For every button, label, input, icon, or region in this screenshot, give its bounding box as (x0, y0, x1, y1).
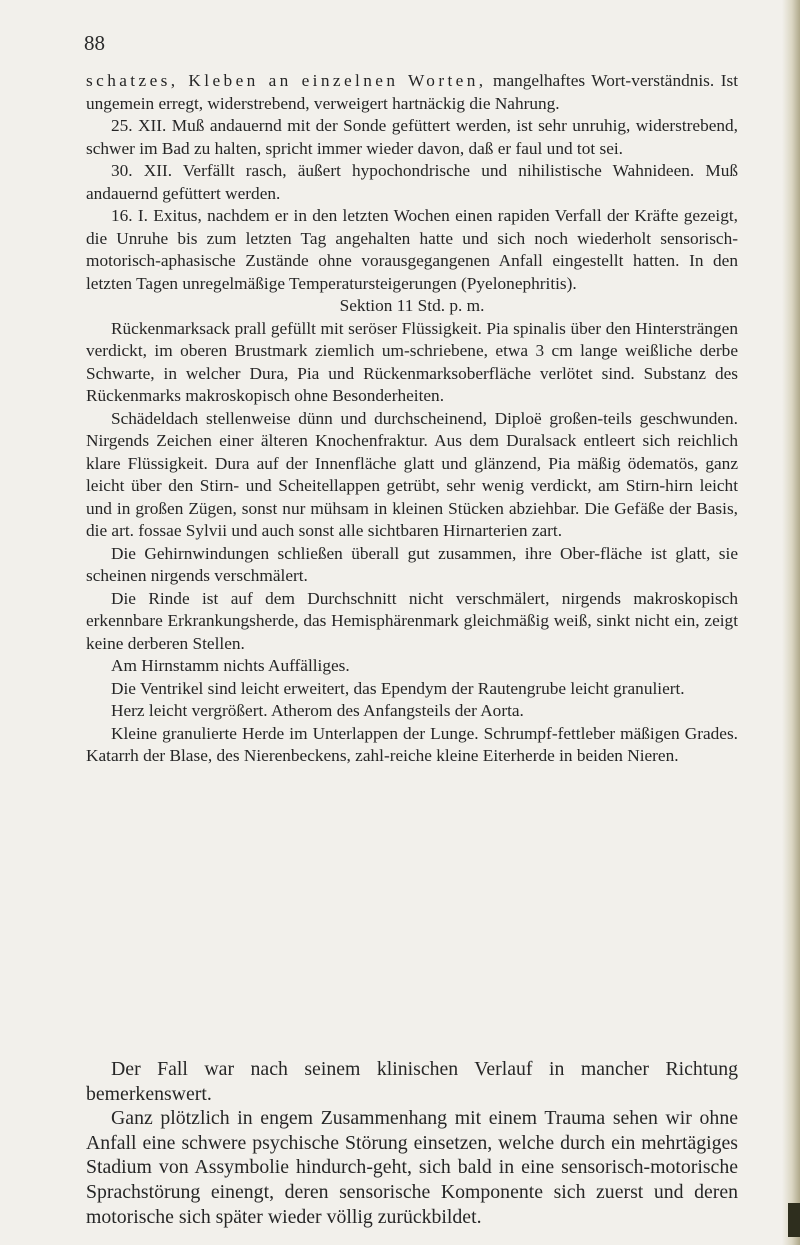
paragraph: 25. XII. Muß andauernd mit der Sonde gefüttert werden, ist sehr unruhig, widerstrebend, schwer im Bad zu halten, spricht immer wieder davon, daß er faul und tot sei. (86, 116, 738, 158)
paragraph: Am Hirnstamm nichts Auffälliges. (111, 656, 350, 675)
paragraph (86, 70, 738, 115)
paragraph: Kleine granulierte Herde im Unterlappen der Lunge. Schrumpf-fettleber mäßigen Grades. Katarrh der Blase, des Nierenbeckens, zahl-reiche kleine Eiterherde in beiden Nieren. (86, 723, 738, 765)
spaced-emphasis: schatzes, Kleben an einzelnen Worten, (86, 71, 487, 90)
case-report-text (86, 70, 738, 768)
paragraph: Die Rinde ist auf dem Durchschnitt nicht verschmälert, nirgends makroskopisch erkennbare Erkrankungsherde, das Hemisphärenmark gleichmäßig weiß, sinkt nicht ein, zeigt keine derberen Stellen. (86, 588, 738, 653)
scan-edge-mark (788, 1203, 800, 1237)
paragraph: 30. XII. Verfällt rasch, äußert hypochondrische und nihilistische Wahnideen. Muß andauernd gefüttert werden. (86, 161, 738, 203)
page-edge-shadow (782, 0, 800, 1245)
paragraph: Die Ventrikel sind leicht erweitert, das Ependym der Rautengrube leicht granuliert. (111, 678, 685, 698)
page-number: 88 (84, 31, 105, 55)
paragraph: Herz leicht vergrößert. Atherom des Anfangsteils der Aorta. (111, 701, 524, 720)
paragraph: Rückenmarksack prall gefüllt mit seröser Flüssigkeit. Pia spinalis über den Hintersträngen verdickt, im oberen Brustmark ziemlich um-schriebene, etwa 3 cm lange weißliche derbe Schwarte, in welcher Dura, Pia und Rückenmarksoberfläche verlötet sind. Substanz des Rückenmarks makroskopisch ohne Besonderheiten. (86, 318, 738, 405)
paragraph: Schädeldach stellenweise dünn und durchscheinend, Diploë großen-teils geschwunden. Nirgends Zeichen einer älteren Knochenfraktur. Aus dem Duralsack entleert sich reichlich klare Flüssigkeit. Dura auf der Innenfläche glatt und glänzend, Pia mäßig ödematös, ganz leicht über den Stirn- und Scheitellappen getrübt, sehr wenig verdickt, am Stirn-hirn leicht und in großen Zügen, sonst nur mühsam in kleinen Stücken abziehbar. Die Gefäße der Basis, die art. fossae Sylvii und auch sonst alle sichtbaren Hirnarterien zart. (86, 408, 738, 540)
summary-paragraph: Ganz plötzlich in engem Zusammenhang mit einem Trauma sehen wir ohne Anfall eine schwere psychische Störung einsetzen, welche durch ein mehrtägiges Stadium von Assymbolie hindurch-geht, sich bald in eine sensorisch-motorische Sprachstörung einengt, deren sensorische Komponente sich zuerst und deren motorische sich später wieder völlig zurückbildet. (86, 1107, 738, 1228)
paragraph-text: mangelhaftes Wort-verständnis. Ist ungemein erregt, widerstrebend, verweigert hartnäckig die Nahrung. (86, 71, 738, 113)
summary-paragraph: Der Fall war nach seinem klinischen Verlauf in mancher Richtung bemerkenswert. (86, 1058, 738, 1105)
paragraph: 16. I. Exitus, nachdem er in den letzten Wochen einen rapiden Verfall der Kräfte gezeigt, die Unruhe bis zum letzten Tag angehalten hatte und sich noch wiederholt sensorisch-motorisch-aphasische Zustände ohne vorausgegangenen Anfall eingestellt hatten. In den letzten Tagen unregelmäßige Temperatursteigerungen (Pyelonephritis). (86, 206, 738, 293)
summary-text (86, 1057, 738, 1229)
section-heading: Sektion 11 Std. p. m. (339, 296, 485, 315)
paragraph: Die Gehirnwindungen schließen überall gut zusammen, ihre Ober-fläche ist glatt, sie scheinen nirgends verschmälert. (86, 543, 738, 585)
